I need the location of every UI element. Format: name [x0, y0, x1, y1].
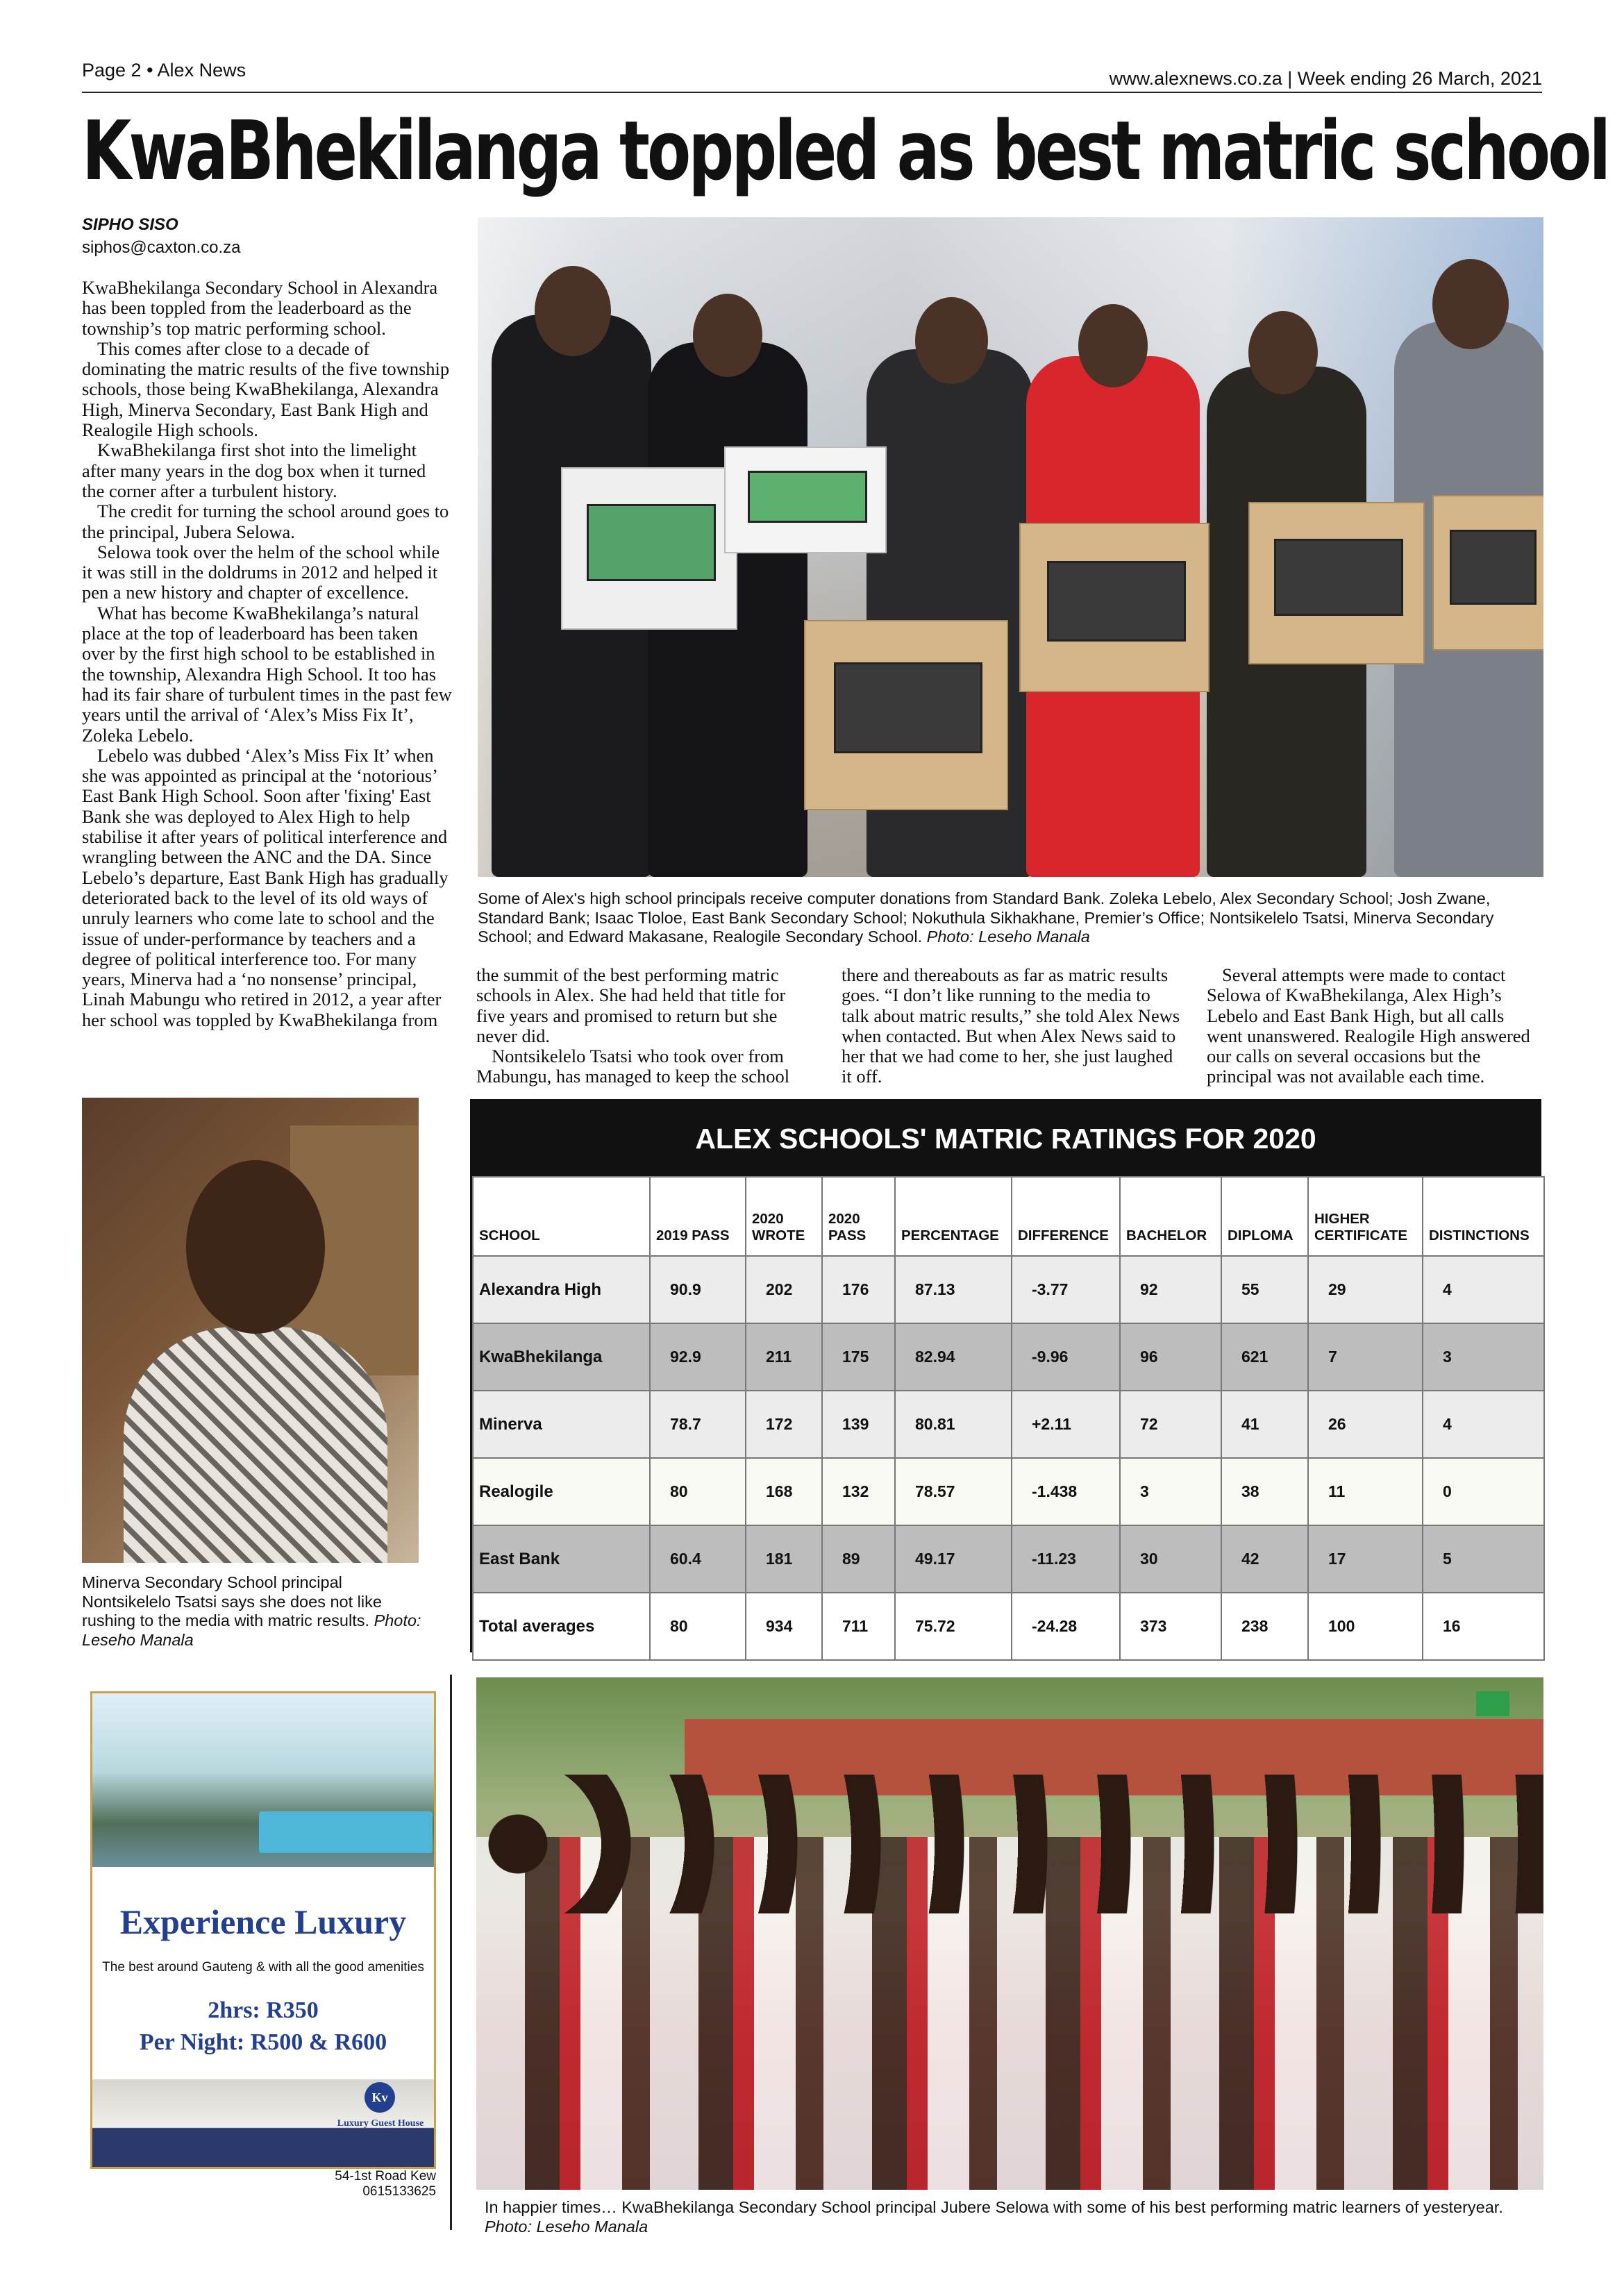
guest-house-logo [328, 2082, 433, 2159]
person-head [693, 294, 762, 377]
advert-price-night: Per Night: R500 & R600 [139, 2029, 387, 2055]
table-cell: -1.438 [1012, 1458, 1120, 1525]
table-cell: 238 [1221, 1593, 1308, 1660]
person-head [186, 1160, 325, 1334]
monitor-box [1432, 495, 1543, 651]
table-cell: 87.13 [895, 1256, 1012, 1323]
person-head [915, 297, 988, 384]
table-cell: 78.57 [895, 1458, 1012, 1525]
table-cell: 934 [746, 1593, 822, 1660]
logo-name: Luxury Guest House [337, 2118, 424, 2129]
table-cell: 211 [746, 1323, 822, 1391]
table-cell: -3.77 [1012, 1256, 1120, 1323]
article-column-1 [82, 278, 453, 1083]
table-cell: 78.7 [650, 1391, 746, 1458]
table-cell: 100 [1308, 1593, 1423, 1660]
column-header: 2020 PASS [822, 1177, 895, 1256]
table-cell: -9.96 [1012, 1323, 1120, 1391]
headline: KwaBhekilanga toppled as best matric school [82, 103, 1609, 199]
photo-credit: Photo: Leseho Manala [926, 928, 1090, 946]
advert-tagline: The best around Gauteng & with all the good amenities [102, 1960, 424, 1975]
school-name-cell: Total averages [473, 1593, 650, 1660]
caption-tsatsi [82, 1573, 422, 1650]
table-cell: 60.4 [650, 1525, 746, 1593]
table-cell: 80.81 [895, 1391, 1012, 1458]
dateline: www.alexnews.co.za | Week ending 26 March, 2021 [1109, 68, 1542, 89]
paragraph: The credit for turning the school around goes to the principal, Jubera Selowa. [82, 501, 449, 542]
paragraph: Lebelo was dubbed ‘Alex’s Miss Fix It’ when she was appointed as principal at the ‘notorious’ East Bank High School. Soon after 'fixing' East Bank she was deployed to Alex High to help stabilise it after years of political interference and wrangling between the ANC and the DA. Since Lebelo’s departure, East Bank High has gradually deteriorated back to the level of its old ways of unruly learners who come late to school and the issue of under-performance by teachers and a degree of political interference too. For many years, Minerva had a ‘no nonsense’ principal, Linah Mabungu who retired in 2012, a year after her school was toppled by KwaBhekilanga from [82, 744, 449, 1030]
table-row [473, 1458, 1544, 1525]
table-cell: 92 [1120, 1256, 1221, 1323]
school-name-cell: Alexandra High [473, 1256, 650, 1323]
table-cell: 16 [1423, 1593, 1544, 1660]
table-cell: 90.9 [650, 1256, 746, 1323]
school-name-cell: KwaBhekilanga [473, 1323, 650, 1391]
table-cell: 96 [1120, 1323, 1221, 1391]
column-header: 2019 PASS [650, 1177, 746, 1256]
table-row [473, 1323, 1544, 1391]
column-header: HIGHER CERTIFICATE [1308, 1177, 1423, 1256]
exit-sign [1476, 1691, 1509, 1716]
page-folio: Page 2 • Alex News [82, 60, 246, 81]
table-cell: 72 [1120, 1391, 1221, 1458]
school-name-cell: East Bank [473, 1525, 650, 1593]
person-head [1078, 304, 1148, 387]
person-figure [124, 1327, 387, 1563]
advert-title: Experience Luxury [119, 1902, 407, 1941]
paragraph: there and thereabouts as far as matric results goes. “I don’t like running to the media to talk about matric results,” she told Alex News when contacted. But when Alex News said to her that we had come to her, she just laughed it off. [842, 965, 1180, 1087]
caption-text: In happier times… KwaBhekilanga Secondary School principal Jubere Selowa with some of his best performing matric learners of yesteryear. [485, 2198, 1503, 2216]
table-header-row [473, 1177, 1544, 1256]
table-cell: 26 [1308, 1391, 1423, 1458]
monitor-box [1248, 502, 1425, 664]
photo-credit: Photo: Leseho Manala [485, 2217, 648, 2236]
table-cell: 181 [746, 1525, 822, 1593]
photo-credit: Photo: Leseho Manala [82, 1611, 421, 1649]
person-head [1432, 259, 1509, 349]
table-cell: 172 [746, 1391, 822, 1458]
photo-learners-celebrating [476, 1677, 1543, 2190]
table-cell: 373 [1120, 1593, 1221, 1660]
table-cell: 176 [822, 1256, 895, 1323]
table-cell: +2.11 [1012, 1391, 1120, 1458]
table-cell: 11 [1308, 1458, 1423, 1525]
column-header: SCHOOL [473, 1177, 650, 1256]
table-row [473, 1256, 1544, 1323]
table-cell: 89 [822, 1525, 895, 1593]
caption-text: Minerva Secondary School principal Nontsikelelo Tsatsi says she does not like rushing to the media with matric results. [82, 1573, 382, 1629]
table-cell: 92.9 [650, 1323, 746, 1391]
photo-tsatsi [82, 1098, 419, 1563]
monitor-box [1019, 523, 1209, 692]
table-row [473, 1593, 1544, 1660]
ratings-grid [472, 1176, 1545, 1661]
table-cell: 139 [822, 1391, 895, 1458]
table-cell: 202 [746, 1256, 822, 1323]
table-row [473, 1391, 1544, 1458]
table-cell: 17 [1308, 1525, 1423, 1593]
column-header: BACHELOR [1120, 1177, 1221, 1256]
caption-text: Some of Alex's high school principals receive computer donations from Standard Bank. Zoleka Lebelo, Alex Secondary School; Josh Zwane, Standard Bank; Isaac Tloloe, East Bank Secondary School; Nokuthula Sikhakhane, Premier’s Office; Nontsikelelo Tsatsi, Minerva Secondary School; and Edward Makasane, Realogile Secondary School. [478, 889, 1494, 946]
table-cell: 711 [822, 1593, 895, 1660]
monitor-box [804, 620, 1008, 810]
person-head [535, 266, 611, 356]
byline-email: siphos@caxton.co.za [82, 238, 241, 257]
table-cell: 49.17 [895, 1525, 1012, 1593]
table-cell: 30 [1120, 1525, 1221, 1593]
table-cell: 168 [746, 1458, 822, 1525]
paragraph: Several attempts were made to contact Selowa of KwaBhekilanga, Alex High’s Lebelo and East Bank High, but all calls went unanswered. Realogile High answered our calls on several occasions but the principal was not available each time. [1207, 965, 1530, 1087]
table-row [473, 1525, 1544, 1593]
paragraph: KwaBhekilanga first shot into the limelight after many years in the dog box when it turned the corner after a turbulent history. [82, 439, 426, 501]
table-cell: 80 [650, 1593, 746, 1660]
table-cell: 55 [1221, 1256, 1308, 1323]
table-cell: -11.23 [1012, 1525, 1120, 1593]
crowd-heads [476, 1775, 1543, 1913]
paragraph: the summit of the best performing matric schools in Alex. She had held that title for five years and promised to return but she never did. [476, 965, 786, 1046]
paragraph: Selowa took over the helm of the school while it was still in the doldrums in 2012 and helped it pen a new history and chapter of excellence. [82, 541, 440, 603]
table-cell: 132 [822, 1458, 895, 1525]
article-column-3 [842, 965, 1182, 1087]
logo-badge: Kv [365, 2082, 395, 2113]
paragraph: KwaBhekilanga Secondary School in Alexandra has been toppled from the leaderboard as the township’s top matric performing school. [82, 278, 438, 339]
matric-ratings-table [470, 1099, 1541, 1652]
table-cell: 80 [650, 1458, 746, 1525]
photo-principals-donation [478, 217, 1543, 877]
article-column-2 [476, 965, 812, 1087]
column-header: DIFFERENCE [1012, 1177, 1120, 1256]
advert-phone: 0615133625 [362, 2184, 436, 2199]
column-header: DIPLOMA [1221, 1177, 1308, 1256]
advert-address-line: 54-1st Road Kew [335, 2169, 436, 2184]
column-header: 2020 WROTE [746, 1177, 822, 1256]
table-cell: 3 [1120, 1458, 1221, 1525]
article-column-4 [1207, 965, 1543, 1087]
caption-learners [485, 2198, 1540, 2236]
caption-principals [478, 889, 1543, 947]
school-name-cell: Realogile [473, 1458, 650, 1525]
table-cell: 175 [822, 1323, 895, 1391]
table-cell: 4 [1423, 1391, 1544, 1458]
monitor-box [561, 467, 737, 630]
table-cell: 42 [1221, 1525, 1308, 1593]
paragraph: What has become KwaBhekilanga’s natural place at the top of leaderboard has been taken over by the first high school to be established in the township, Alexandra High School. It too has had its fair share of turbulent times in the past few years until the arrival of ‘Alex’s Miss Fix It’, Zoleka Lebelo. [82, 602, 452, 746]
monitor-box [724, 446, 887, 553]
table-title: ALEX SCHOOLS' MATRIC RATINGS FOR 2020 [472, 1101, 1539, 1176]
table-cell: 7 [1308, 1323, 1423, 1391]
paragraph: Nontsikelelo Tsatsi who took over from Mabungu, has managed to keep the school [476, 1046, 790, 1087]
column-header: DISTINCTIONS [1423, 1177, 1544, 1256]
advert-address [89, 2169, 436, 2199]
pool [259, 1811, 433, 1853]
table-cell: 4 [1423, 1256, 1544, 1323]
table-cell: 5 [1423, 1525, 1544, 1593]
column-header: PERCENTAGE [895, 1177, 1012, 1256]
paragraph: This comes after close to a decade of dominating the matric results of the five township schools, those being KwaBhekilanga, Alexandra High, Minerva Secondary, East Bank High and Realogile High schools. [82, 337, 450, 441]
advert-price-hours: 2hrs: R350 [208, 1997, 319, 2023]
table-cell: 38 [1221, 1458, 1308, 1525]
school-name-cell: Minerva [473, 1391, 650, 1458]
table-cell: 3 [1423, 1323, 1544, 1391]
table-cell: 29 [1308, 1256, 1423, 1323]
table-cell: 621 [1221, 1323, 1308, 1391]
table-cell: 0 [1423, 1458, 1544, 1525]
table-cell: -24.28 [1012, 1593, 1120, 1660]
byline-name: SIPHO SISO [82, 215, 178, 234]
table-cell: 75.72 [895, 1593, 1012, 1660]
table-cell: 41 [1221, 1391, 1308, 1458]
table-cell: 82.94 [895, 1323, 1012, 1391]
person-head [1248, 311, 1318, 394]
header-rule [82, 92, 1542, 93]
guest-house-advert [90, 1691, 436, 2169]
